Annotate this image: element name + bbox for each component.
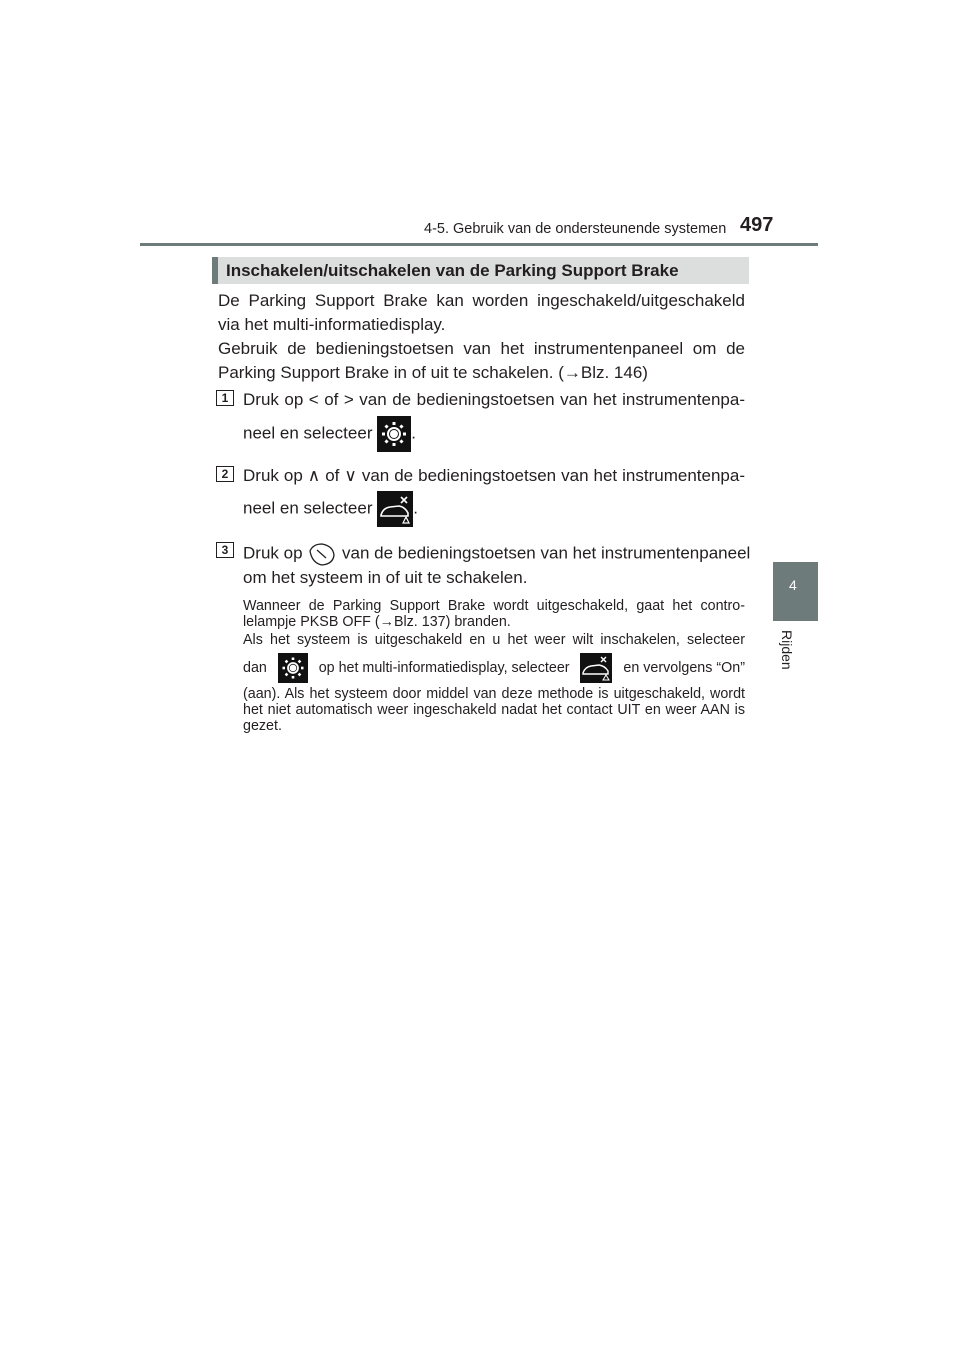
step-1-line-1: Druk op < of > van de bedieningstoetsen van het instrumentenpa- <box>243 390 745 409</box>
chapter-tab-label: Rijden <box>779 630 795 670</box>
step-1-badge: 1 <box>216 390 234 406</box>
step-2-badge: 2 <box>216 466 234 482</box>
gear-icon <box>377 416 411 452</box>
parking-support-brake-icon <box>377 491 413 527</box>
section-heading-accent <box>212 257 218 284</box>
step-3-text-a: Druk op <box>243 543 303 563</box>
note-text-display: op het multi-informatiedisplay, selecteer <box>318 660 570 676</box>
intro-paragraph-1: De Parking Support Brake kan worden ingeschakeld/uitgeschakeld via het multi-informatiedisplay. <box>218 291 745 334</box>
note-text-dan: dan <box>243 660 267 676</box>
step-1-line-2 <box>243 416 416 452</box>
gear-icon <box>278 653 308 683</box>
step-3-line-2: om het systeem in of uit te schakelen. <box>243 568 528 587</box>
page-number: 497 <box>740 214 774 236</box>
intro-text <box>218 289 745 385</box>
note-text-on: en vervolgens “On” <box>623 660 745 676</box>
step-2-period: . <box>413 498 418 518</box>
note-paragraph-2-rest: (aan). Als het systeem door middel van deze methode is uitgeschakeld, wordt het niet automatisch weer ingeschakeld nadat het contact UIT en weer AAN is gezet. <box>243 686 745 734</box>
step-2-line-2 <box>243 491 418 527</box>
note-paragraph-1: Wanneer de Parking Support Brake wordt uitgeschakeld, gaat het contro-lelampje PKSB OFF (→Blz. 137) branden. <box>243 598 745 630</box>
step-3-line-1 <box>243 541 750 567</box>
parking-support-brake-icon <box>580 653 612 683</box>
step-3-badge: 3 <box>216 542 234 558</box>
step-2-line-1: Druk op ∧ of ∨ van de bedieningstoetsen van het instrumentenpa- <box>243 466 745 485</box>
section-heading-bar <box>212 257 749 284</box>
header-rule <box>140 243 818 246</box>
chapter-tab-number: 4 <box>789 577 797 593</box>
step-1-text: neel en selecteer <box>243 423 373 443</box>
running-header: 4-5. Gebruik van de ondersteunende systemen <box>424 221 727 237</box>
note-paragraph-2-line-2 <box>243 656 745 680</box>
intro-paragraph-2: Gebruik de bedieningstoetsen van het instrumentenpaneel om de Parking Support Brake in of uit te schakelen. (→Blz. 146) <box>218 339 745 382</box>
step-3-text-b: van de bedieningstoetsen van het instrumentenpaneel <box>342 543 751 563</box>
note-paragraph-2-line-1: Als het systeem is uitgeschakeld en u het weer wilt inschakelen, selecteer <box>243 632 745 648</box>
step-2-text: neel en selecteer <box>243 498 373 518</box>
ok-button-icon <box>307 541 337 567</box>
step-1-period: . <box>411 423 416 443</box>
section-title: Inschakelen/uitschakelen van de Parking Support Brake <box>226 261 679 280</box>
